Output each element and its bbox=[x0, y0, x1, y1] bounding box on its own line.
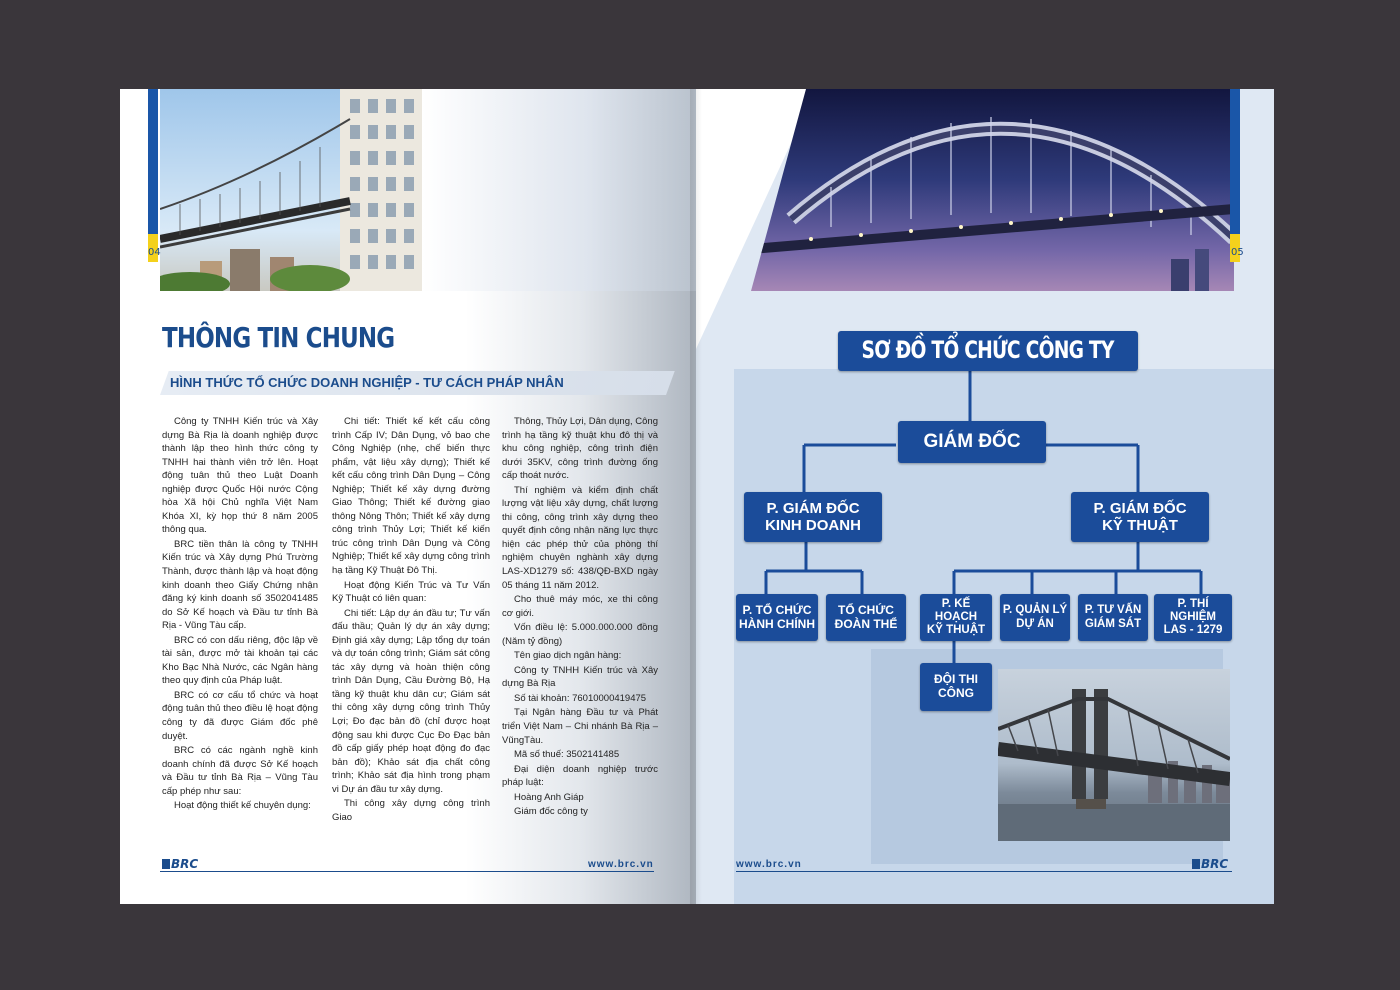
paragraph: BRC có con dấu riêng, độc lập về tài sản, được mở tài khoản tại các Kho Bạc Nhà Nước, các Ngân hàng theo quy định của Pháp luật. bbox=[162, 634, 318, 687]
section-subtitle: HÌNH THỨC TỔ CHỨC DOANH NGHIỆP - TƯ CÁCH PHÁP NHÂN bbox=[170, 375, 564, 390]
node-label-line: TỔ CHỨC bbox=[838, 602, 894, 617]
node-label-line: P. TỔ CHỨC bbox=[742, 602, 812, 617]
paragraph: Đại diện doanh nghiệp trước pháp luật: bbox=[502, 763, 658, 789]
node-label-line: P. THÍ NGHIỆM bbox=[1170, 597, 1216, 623]
paragraph: Tên giao dịch ngân hàng: bbox=[514, 650, 622, 662]
bridge-illustration bbox=[160, 89, 422, 291]
paragraph: BRC có cơ cấu tổ chức và hoạt động tuân thủ theo điều lệ hoạt động công ty đã được Giám đốc phê duyệt. bbox=[162, 689, 318, 742]
node-label-line: P. GIÁM ĐỐC bbox=[766, 499, 860, 517]
page-number: 05 bbox=[1231, 247, 1244, 258]
paragraph: Vốn điều lệ: 5.000.000.000 đồng (Năm tỷ đồng) bbox=[502, 622, 658, 647]
node-label-line: KỸ THUẬT bbox=[1102, 517, 1178, 534]
node-label-line: P. GIÁM ĐỐC bbox=[1093, 499, 1187, 517]
page-number: 04 bbox=[148, 247, 161, 258]
paragraph: BRC tiền thân là công ty TNHH Kiến trúc và Xây dựng Phú Trường Thành, được thành lập và hoạt động kinh doanh theo Giấy Chứng nhận đăng ký kinh doanh số 3502041485 do Sở Kế hoạch và Đầu tư tỉnh Bà Rịa - Vũng Tàu cấp. bbox=[162, 538, 318, 632]
website-link[interactable]: www.brc.vn bbox=[736, 859, 802, 870]
paragraph: Hoạt động Kiến Trúc và Tư Vấn Kỹ Thuật có liên quan: bbox=[332, 579, 490, 605]
truss-bridge-photo bbox=[998, 669, 1230, 841]
node-label-line: DỰ ÁN bbox=[1016, 617, 1054, 630]
org-node-deputy-technical[interactable] bbox=[1071, 492, 1209, 542]
node-label-line: HÀNH CHÍNH bbox=[739, 616, 815, 631]
node-label: GIÁM ĐỐC bbox=[923, 431, 1021, 453]
footer-rule bbox=[736, 871, 1232, 872]
org-node-construction-team[interactable] bbox=[920, 663, 992, 711]
node-label-line: LAS - 1279 bbox=[1163, 624, 1223, 637]
node-label-line: GIÁM SÁT bbox=[1084, 617, 1142, 630]
org-node-dept-lab[interactable] bbox=[1154, 594, 1232, 641]
org-node-dept-planning[interactable] bbox=[920, 594, 992, 641]
paragraph: Hoàng Anh Giáp bbox=[514, 791, 584, 803]
org-node-deputy-business[interactable] bbox=[744, 492, 882, 542]
brc-logo bbox=[1192, 857, 1228, 871]
node-label-line: ĐỘI THI bbox=[934, 672, 978, 687]
text-column-1 bbox=[162, 415, 318, 814]
right-page bbox=[696, 89, 1274, 904]
logo-text: BRC bbox=[171, 857, 199, 871]
logo-mark-icon bbox=[1192, 859, 1200, 869]
paragraph: Thi công xây dựng công trình Giao bbox=[332, 798, 490, 823]
brc-logo bbox=[162, 857, 198, 871]
node-label-line: P. TƯ VẤN bbox=[1084, 604, 1142, 617]
org-node-dept-project[interactable] bbox=[1000, 594, 1070, 641]
org-node-director[interactable] bbox=[898, 421, 1046, 463]
left-page bbox=[120, 89, 696, 904]
org-node-dept-consult[interactable] bbox=[1078, 594, 1148, 641]
paragraph: Hoạt động thiết kế chuyên dụng: bbox=[174, 800, 311, 812]
node-label-line: KỸ THUẬT bbox=[926, 624, 986, 637]
paragraph: Chi tiết: Thiết kế kết cấu công trình Cấp IV; Dân Dụng, vỏ bao che Công Nghiệp (nhẹ, chế biến thực phẩm, vật liệu xây dựng); Thiết kế kết cấu công trình Dân Dụng – Công Nghiệp; Thiết kế xây dựng đường Giao Thông; Thiết kế đường giao thông Nông Thôn; Thiết kế xây dựng công trình Thủy Lợi; Thiết kế kiến trúc công trình Dân Dụng và Công Nghiệp; Thiết kế xây dựng công trình hạ tầng Kỹ Thuật Đô Thị. bbox=[332, 416, 490, 577]
node-label-line: P. KẾ HOẠCH bbox=[934, 597, 978, 623]
paragraph: Thông, Thủy Lợi, Dân dụng, Công trình hạ tầng kỹ thuật khu đô thị và khu công nghiệp, công trình điện dưới 35KV, công trình đường ống cấp thoát nước. bbox=[502, 416, 658, 482]
paragraph: Thí nghiệm và kiểm định chất lượng vật liệu xây dựng, chất lượng thi công, công trình xây dựng theo quyết định công nhận năng lực thực hiện các phép thử của phòng thí nghiệm chuyên nghành xây dựng LAS-XD1279 số: 438/QĐ-BXD ngày 05 tháng 11 năm 2012. bbox=[502, 484, 658, 591]
node-label-line: P. QUẢN LÝ bbox=[1002, 604, 1068, 617]
org-chart-title-text: SƠ ĐỒ TỔ CHỨC CÔNG TY bbox=[861, 336, 1115, 365]
node-label-line: KINH DOANH bbox=[765, 517, 861, 534]
org-chart-title bbox=[838, 331, 1138, 371]
org-node-dept-admin[interactable] bbox=[736, 594, 818, 641]
footer-rule bbox=[160, 871, 654, 872]
page-title: THÔNG TIN CHUNG bbox=[162, 321, 395, 354]
node-label-line: ĐOÀN THỂ bbox=[834, 616, 898, 631]
logo-mark-icon bbox=[162, 859, 170, 869]
text-column-2 bbox=[332, 415, 490, 825]
paragraph: BRC có các ngành nghề kinh doanh chính đã được Sở Kế hoạch và Đầu tư tỉnh Bà Rịa – Vũng Tàu cấp phép như sau: bbox=[162, 745, 318, 797]
paragraph: Cho thuê máy móc, xe thi công cơ giới. bbox=[502, 594, 658, 619]
paragraph: Công ty TNHH Kiến trúc và Xây dựng Bà Rịa bbox=[502, 664, 658, 690]
truss-bridge-illustration bbox=[998, 669, 1230, 841]
paragraph: Chi tiết: Lập dự án đầu tư; Tư vấn đấu thầu; Quản lý dự án xây dựng; Định giá xây dựng; Lập tổng dự toán và dự toán công trình; Giám sát công tác xây dựng và hoàn thiện công trình Dân Dụng, Cầu Đường Bộ, Hạ tầng kỹ thuật khu dân cư; Giám sát thi công xây dựng công trình Thủy Lợi; Đo đạc bản đồ (chỉ được hoạt động sau khi được Cục Đo Đạc bản đồ cấp giấy phép hoạt động đo đạc bản đồ); Khảo sát địa chất công trình; Khảo sát địa hình trong phạm vi Dự án đầu tư xây dựng. bbox=[332, 607, 490, 795]
paragraph: Công ty TNHH Kiến trúc và Xây dựng Bà Rịa là doanh nghiệp được thành lập theo hình thức công ty TNHH hai thành viên trở lên. Hoạt động tuân thủ theo Luật Doanh nghiệp được Quốc Hội nước Cộng hòa Xã hội Chủ nghĩa Việt Nam Khóa XI, kỳ họp thứ 8 năm 2005 thông qua. bbox=[162, 416, 318, 536]
paragraph: Số tài khoản: 76010000419475 bbox=[514, 692, 647, 704]
book-spine-shadow bbox=[690, 89, 702, 904]
paragraph: Tại Ngân hàng Đầu tư và Phát triển Việt Nam – Chi nhánh Bà Rịa – VũngTàu. bbox=[502, 707, 658, 746]
org-node-dept-union[interactable] bbox=[826, 594, 906, 641]
paragraph: Mã số thuế: 3502141485 bbox=[514, 749, 620, 761]
header-gradient-panel bbox=[422, 89, 696, 291]
node-label-line: CÔNG bbox=[938, 686, 974, 700]
logo-text: BRC bbox=[1201, 857, 1229, 871]
paragraph: Giám đốc công ty bbox=[514, 806, 588, 818]
text-column-3 bbox=[502, 415, 658, 820]
suspension-bridge-photo bbox=[160, 89, 422, 291]
website-link[interactable]: www.brc.vn bbox=[588, 859, 654, 870]
